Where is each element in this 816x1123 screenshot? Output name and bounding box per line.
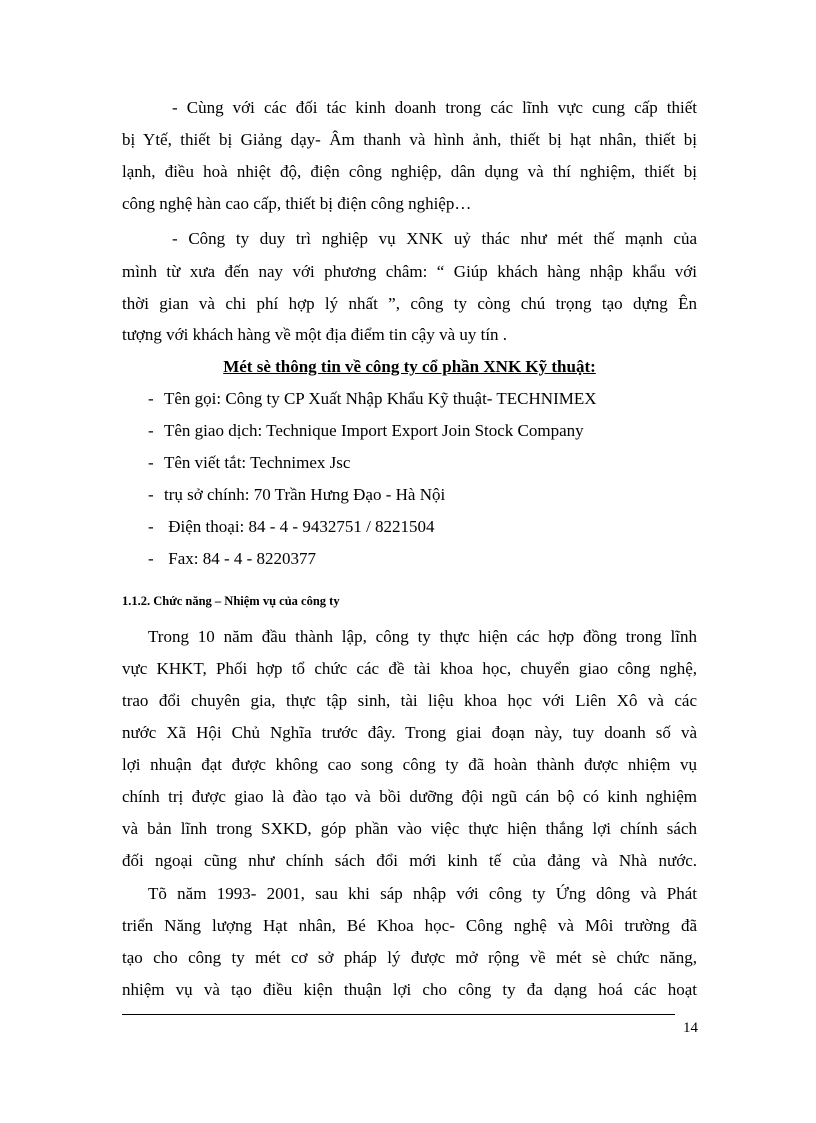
- paragraph-2-line-4: tượng với khách hàng về một địa điểm tin cậy và uy tín .: [122, 325, 508, 344]
- paragraph-3-line-2: vực KHKT, Phối hợp tổ chức các đề tài khoa học, chuyển giao công nghệ,: [122, 659, 697, 678]
- paragraph-3-line-8: đối ngoại cũng như chính sách đổi mới kinh tế của đảng và Nhà nước.: [122, 851, 697, 870]
- info-item-text: trụ sở chính: 70 Trần Hưng Đạo - Hà Nội: [164, 485, 446, 504]
- paragraph-4-line-2: triển Năng lượng Hạt nhân, Bé Khoa học- Công nghệ và Môi trường đã: [122, 916, 697, 935]
- list-dash: -: [148, 485, 154, 504]
- paragraph-1-line-2: bị Ytế, thiết bị Giảng dạy- Âm thanh và hình ảnh, thiết bị hạt nhân, thiết bị: [122, 130, 697, 149]
- paragraph-4-line-4: nhiệm vụ và tạo điều kiện thuận lợi cho công ty đa dạng hoá các hoạt: [122, 980, 697, 999]
- list-dash: -: [148, 517, 154, 536]
- paragraph-1-line-1: - Cùng với các đối tác kinh doanh trong các lĩnh vực cung cấp thiết: [172, 98, 697, 117]
- paragraph-3-line-6: chính trị được giao là đào tạo và bồi dưỡng đội ngũ cán bộ có kinh nghiệm: [122, 787, 697, 806]
- info-item-trade-name: [148, 420, 584, 442]
- page-number: 14: [683, 1020, 698, 1036]
- footer-divider: [122, 1014, 675, 1015]
- list-dash: -: [148, 453, 154, 472]
- paragraph-1-line-4: công nghệ hàn cao cấp, thiết bị điện công nghiệp…: [122, 194, 472, 213]
- info-item-address: [148, 484, 445, 506]
- info-item-phone: [148, 516, 435, 538]
- paragraph-3-line-3: trao đổi chuyên gia, thực tập sinh, tài liệu khoa học với Liên Xô và các: [122, 691, 697, 710]
- section-title: 1.1.2. Chức năng – Nhiệm vụ của công ty: [122, 594, 340, 608]
- list-dash: -: [148, 549, 154, 568]
- paragraph-4-line-3: tạo cho công ty mét cơ sở pháp lý được mở rộng về mét sè chức năng,: [122, 948, 697, 967]
- info-item-text: Tên giao dịch: Technique Import Export Join Stock Company: [164, 421, 584, 440]
- info-item-short-name: [148, 452, 350, 474]
- list-dash: -: [148, 421, 154, 440]
- paragraph-3-line-7: và bản lĩnh trong SXKD, góp phần vào việc thực hiện thắng lợi chính sách: [122, 819, 697, 838]
- company-info-heading: Mét sè thông tin về công ty cổ phần XNK Kỹ thuật:: [223, 357, 596, 376]
- info-item-text: Tên gọi: Công ty CP Xuất Nhập Khẩu Kỹ thuật- TECHNIMEX: [164, 389, 597, 408]
- info-item-fax: [148, 548, 316, 570]
- paragraph-3-line-4: nước Xã Hội Chủ Nghĩa trước đây. Trong giai đoạn này, tuy doanh số và: [122, 723, 697, 742]
- list-dash: -: [148, 389, 154, 408]
- paragraph-2-line-2: mình từ xưa đến nay với phương châm: “ Giúp khách hàng nhập khẩu với: [122, 262, 697, 281]
- paragraph-3-line-1: Trong 10 năm đầu thành lập, công ty thực hiện các hợp đồng trong lĩnh: [148, 627, 697, 646]
- info-item-name: [148, 388, 597, 410]
- info-item-text: Tên viết tắt: Technimex Jsc: [164, 453, 351, 472]
- paragraph-1-line-3: lạnh, điều hoà nhiệt độ, điện công nghiệp, dân dụng và thí nghiệm, thiết bị: [122, 162, 697, 181]
- info-item-text: Điện thoại: 84 - 4 - 9432751 / 8221504: [164, 517, 435, 536]
- paragraph-4-line-1: Tõ năm 1993- 2001, sau khi sáp nhập với công ty Ứng dông và Phát: [148, 884, 697, 903]
- paragraph-3-line-5: lợi nhuận đạt được không cao song công ty đã hoàn thành được nhiệm vụ: [122, 755, 697, 774]
- paragraph-2-line-1: - Công ty duy trì nghiệp vụ XNK uỷ thác như mét thế mạnh của: [172, 229, 697, 248]
- info-item-text: Fax: 84 - 4 - 8220377: [164, 549, 317, 568]
- paragraph-2-line-3: thời gian và chi phí hợp lý nhất ”, công ty còng chú trọng tạo dựng Ên: [122, 294, 697, 313]
